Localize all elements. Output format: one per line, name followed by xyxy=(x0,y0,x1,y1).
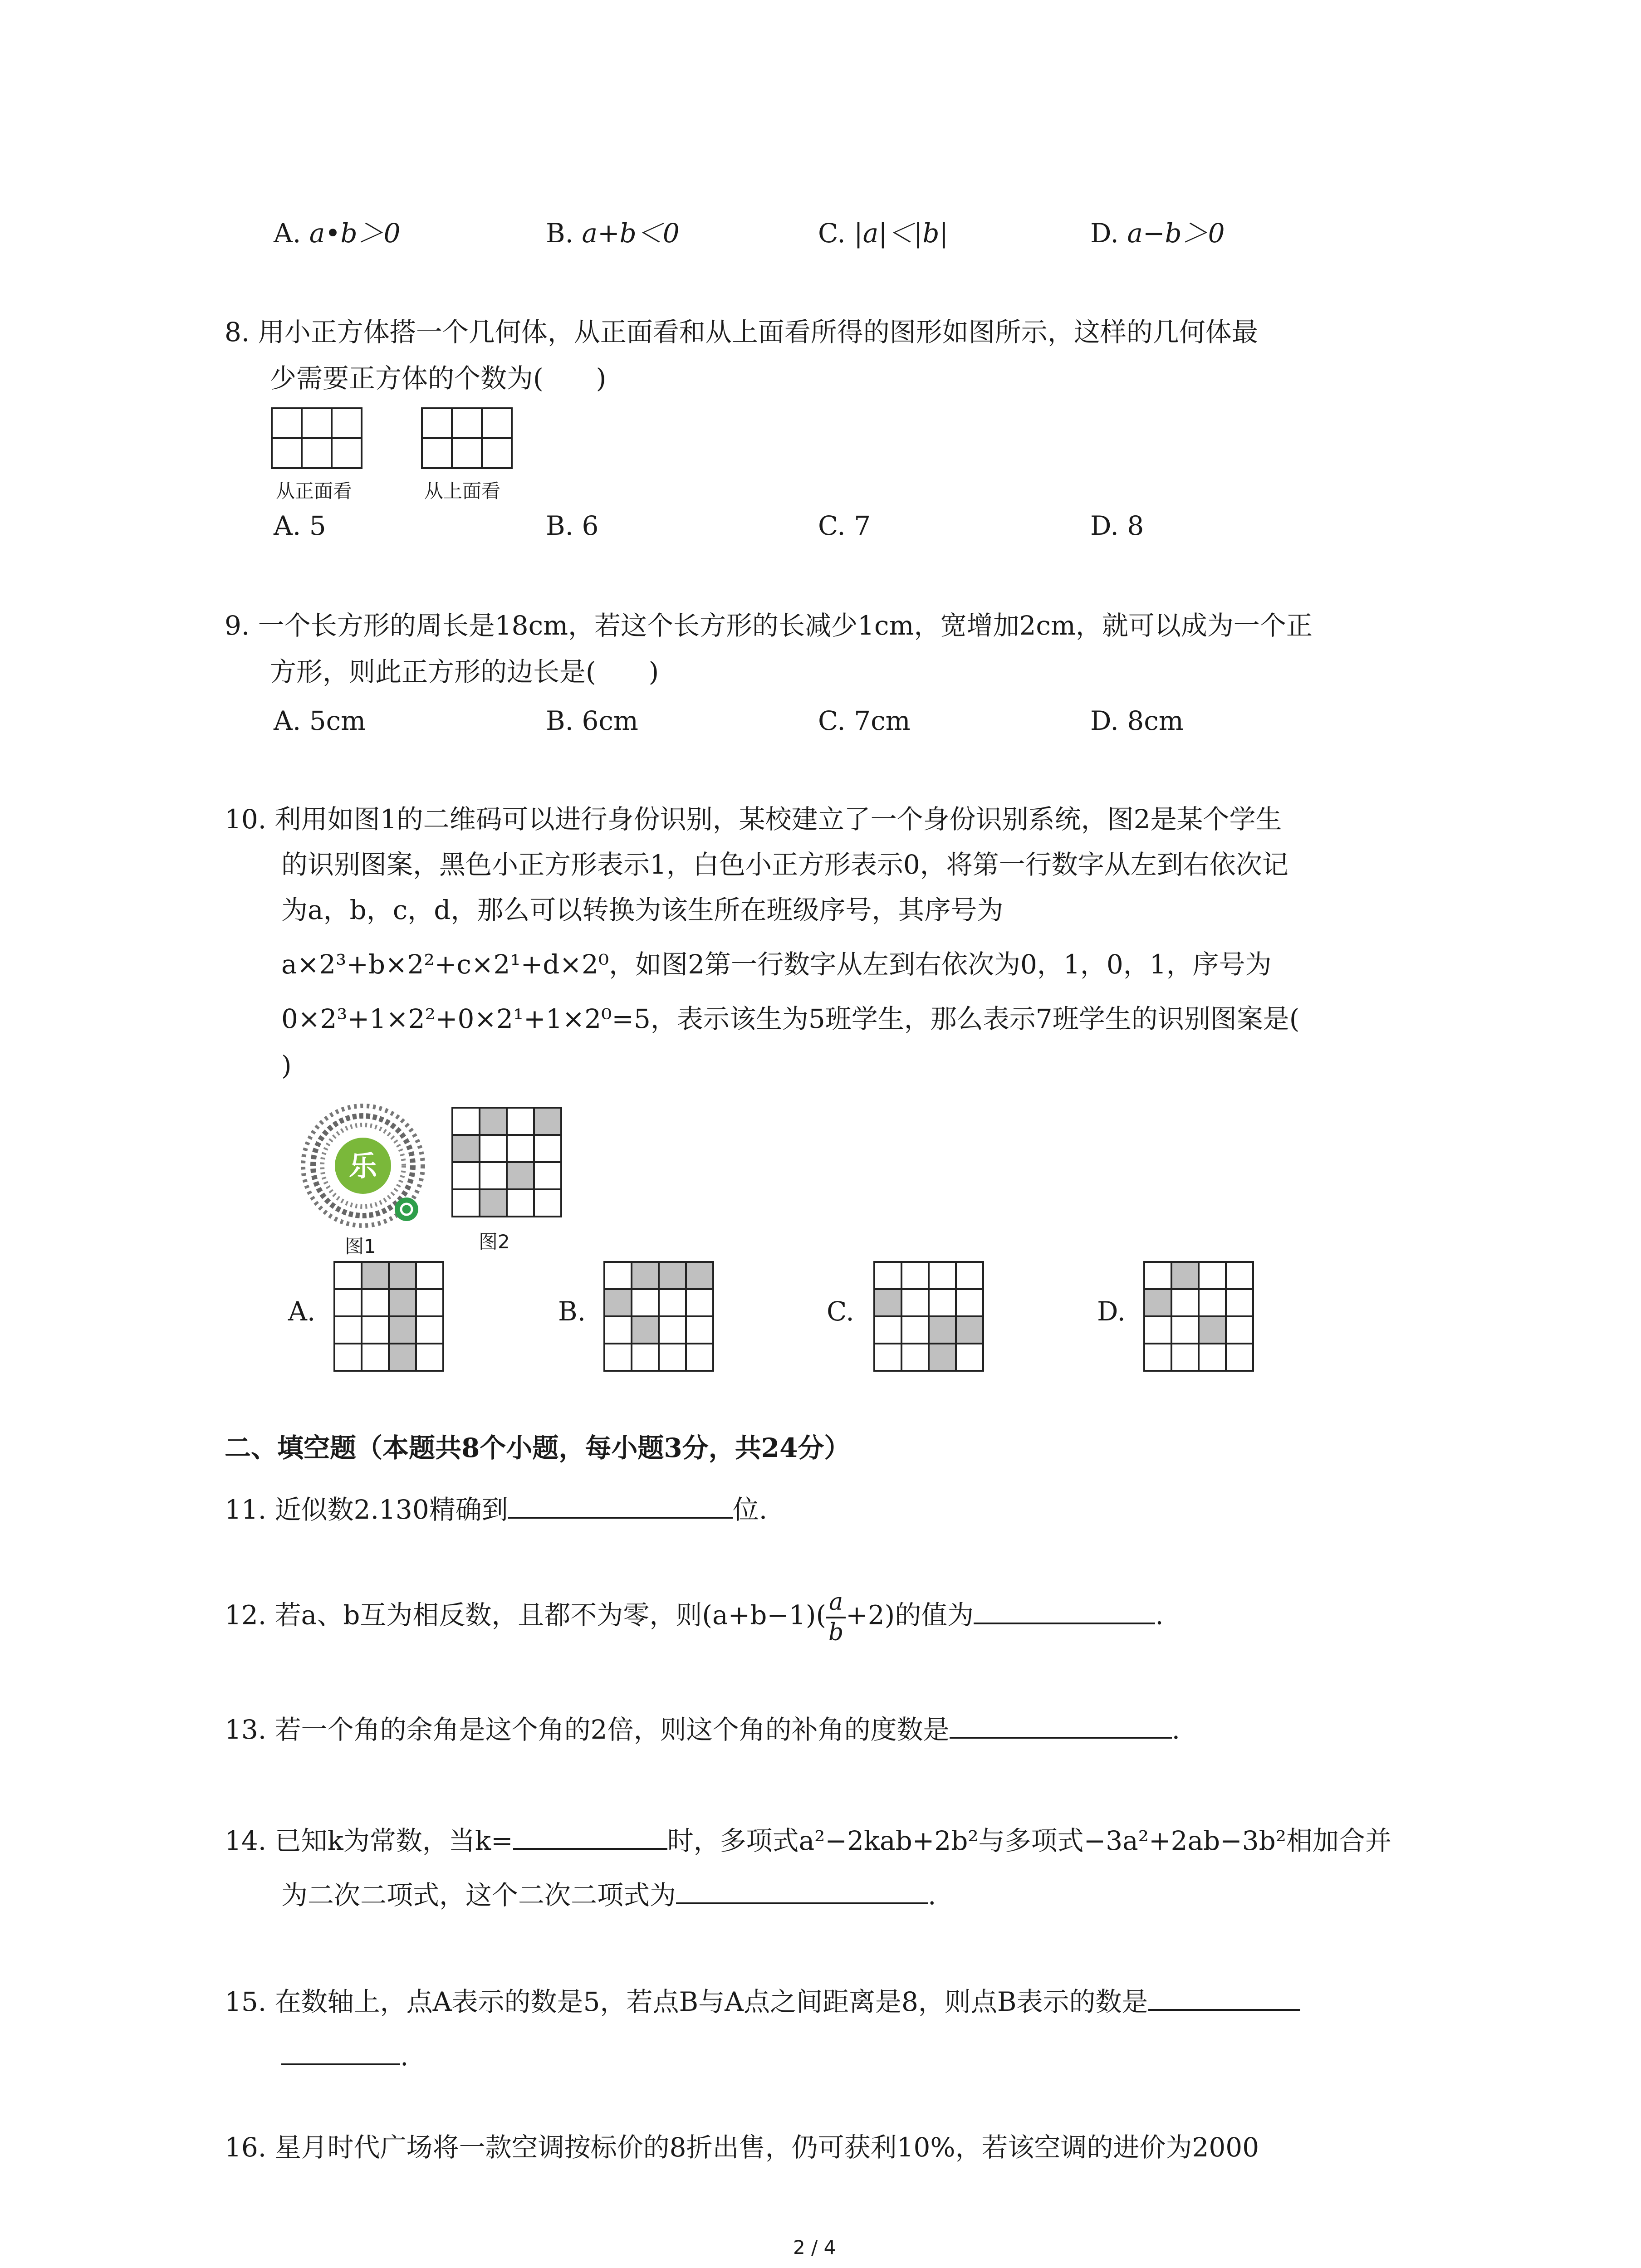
q8-option-d: D. 8 xyxy=(1090,510,1144,541)
q16-text-line1: 16. 星月时代广场将一款空调按标价的8折出售，仍可获利10%，若该空调的进价为2000 xyxy=(225,2132,1259,2163)
qr-code-figure xyxy=(299,1102,426,1229)
q10-text-line5: 0×2³+1×2²+0×2¹+1×2⁰=5，表示该生为5班学生，那么表示7班学生的识别图案是( xyxy=(281,1003,1300,1034)
q13-text: 13. 若一个角的余角是这个角的2倍，则这个角的补角的度数是 . xyxy=(225,1712,1180,1743)
q8-option-c: C. 7 xyxy=(818,510,871,541)
q9-text-line1: 9. 一个长方形的周长是18cm，若这个长方形的长减少1cm，宽增加2cm，就可以成为一个正 xyxy=(225,610,1313,641)
q11-text: 11. 近似数2.130精确到 位. xyxy=(225,1492,767,1523)
q10-option-a-grid xyxy=(333,1261,444,1372)
q10-option-c-label: C. xyxy=(827,1296,854,1327)
q10-option-c-grid xyxy=(873,1261,984,1372)
q15-answer-blank-part2[interactable] xyxy=(281,2039,400,2065)
q14-text-line2: 为二次二项式，这个二次二项式为 . xyxy=(281,1878,936,1908)
q12-text: 12. 若a、b互为相反数，且都不为零，则(a+b−1)( $\frac{a}{b}$ +2)的值为 . xyxy=(225,1589,1164,1646)
q14-k-blank[interactable] xyxy=(513,1823,667,1850)
q9-option-c: C. 7cm xyxy=(818,705,911,736)
page-number: 2 / 4 xyxy=(793,2236,836,2258)
q8-text-line1: 8. 用小正方体搭一个几何体，从正面看和从上面看所得的图形如图所示，这样的几何体最 xyxy=(225,317,1258,347)
q8-front-view-figure xyxy=(271,407,362,469)
q14-text-line1: 14. 已知k为常数，当k= 时，多项式a²−2kab+2b²与多项式−3a²+2ab−3b²相加合并 xyxy=(225,1823,1391,1854)
q10-option-d-grid xyxy=(1143,1261,1254,1372)
q15-text-line2: . xyxy=(281,2039,408,2069)
q8-front-view-label: 从正面看 xyxy=(276,480,353,502)
q10-option-d-label: D. xyxy=(1097,1296,1126,1327)
q8-top-view-label: 从上面看 xyxy=(424,480,501,502)
q10-text-line2: 的识别图案，黑色小正方形表示1，白色小正方形表示0，将第一行数字从左到右依次记 xyxy=(281,849,1288,880)
q8-option-a: A. 5 xyxy=(274,510,326,541)
q10-option-a-label: A. xyxy=(288,1296,316,1327)
q12-fraction: $\frac{a}{b}$ xyxy=(826,1590,846,1645)
q15-answer-blank-part1[interactable] xyxy=(1148,1984,1300,2011)
q10-text-line6: ) xyxy=(281,1050,292,1081)
section-2-title: 二、填空题（本题共8个小题，每小题3分，共24分） xyxy=(225,1432,851,1463)
q10-text-line3: 为a，b，c，d，那么可以转换为该生所在班级序号，其序号为 xyxy=(281,894,1004,925)
fig2-label: 图2 xyxy=(479,1231,510,1253)
q8-option-b: B. 6 xyxy=(546,510,599,541)
q10-text-line4: a×2³+b×2²+c×2¹+d×2⁰，如图2第一行数字从左到右依次为0，1，0，1，序号为 xyxy=(281,949,1272,980)
q12-answer-blank[interactable] xyxy=(974,1598,1155,1624)
q15-text-line1: 15. 在数轴上，点A表示的数是5，若点B与A点之间距离是8，则点B表示的数是 xyxy=(225,1984,1300,2015)
q9-text-line2: 方形，则此正方形的边长是( ) xyxy=(270,656,659,687)
q14-answer-blank[interactable] xyxy=(676,1878,928,1904)
q10-text-line1: 10. 利用如图1的二维码可以进行身份识别，某校建立了一个身份识别系统，图2是某个学生 xyxy=(225,804,1282,835)
q11-answer-blank[interactable] xyxy=(508,1492,733,1519)
q10-option-b-grid xyxy=(603,1261,714,1372)
q7-option-a: A. a•b＞0 xyxy=(274,218,401,249)
svg-text:乐: 乐 xyxy=(348,1149,377,1183)
q7-option-d: D. a−b＞0 xyxy=(1090,218,1225,249)
q9-option-b: B. 6cm xyxy=(546,705,638,736)
fig1-label: 图1 xyxy=(345,1235,376,1257)
q8-text-line2: 少需要正方体的个数为( ) xyxy=(270,363,607,394)
fig2-grid xyxy=(451,1107,562,1217)
q7-option-c: C. |a|＜|b| xyxy=(818,218,949,249)
q9-option-a: A. 5cm xyxy=(274,705,366,736)
q7-option-b: B. a+b＜0 xyxy=(546,218,680,249)
q8-top-view-figure xyxy=(421,407,513,469)
q10-option-b-label: B. xyxy=(558,1296,586,1327)
q13-answer-blank[interactable] xyxy=(950,1712,1172,1739)
q9-option-d: D. 8cm xyxy=(1090,705,1184,736)
